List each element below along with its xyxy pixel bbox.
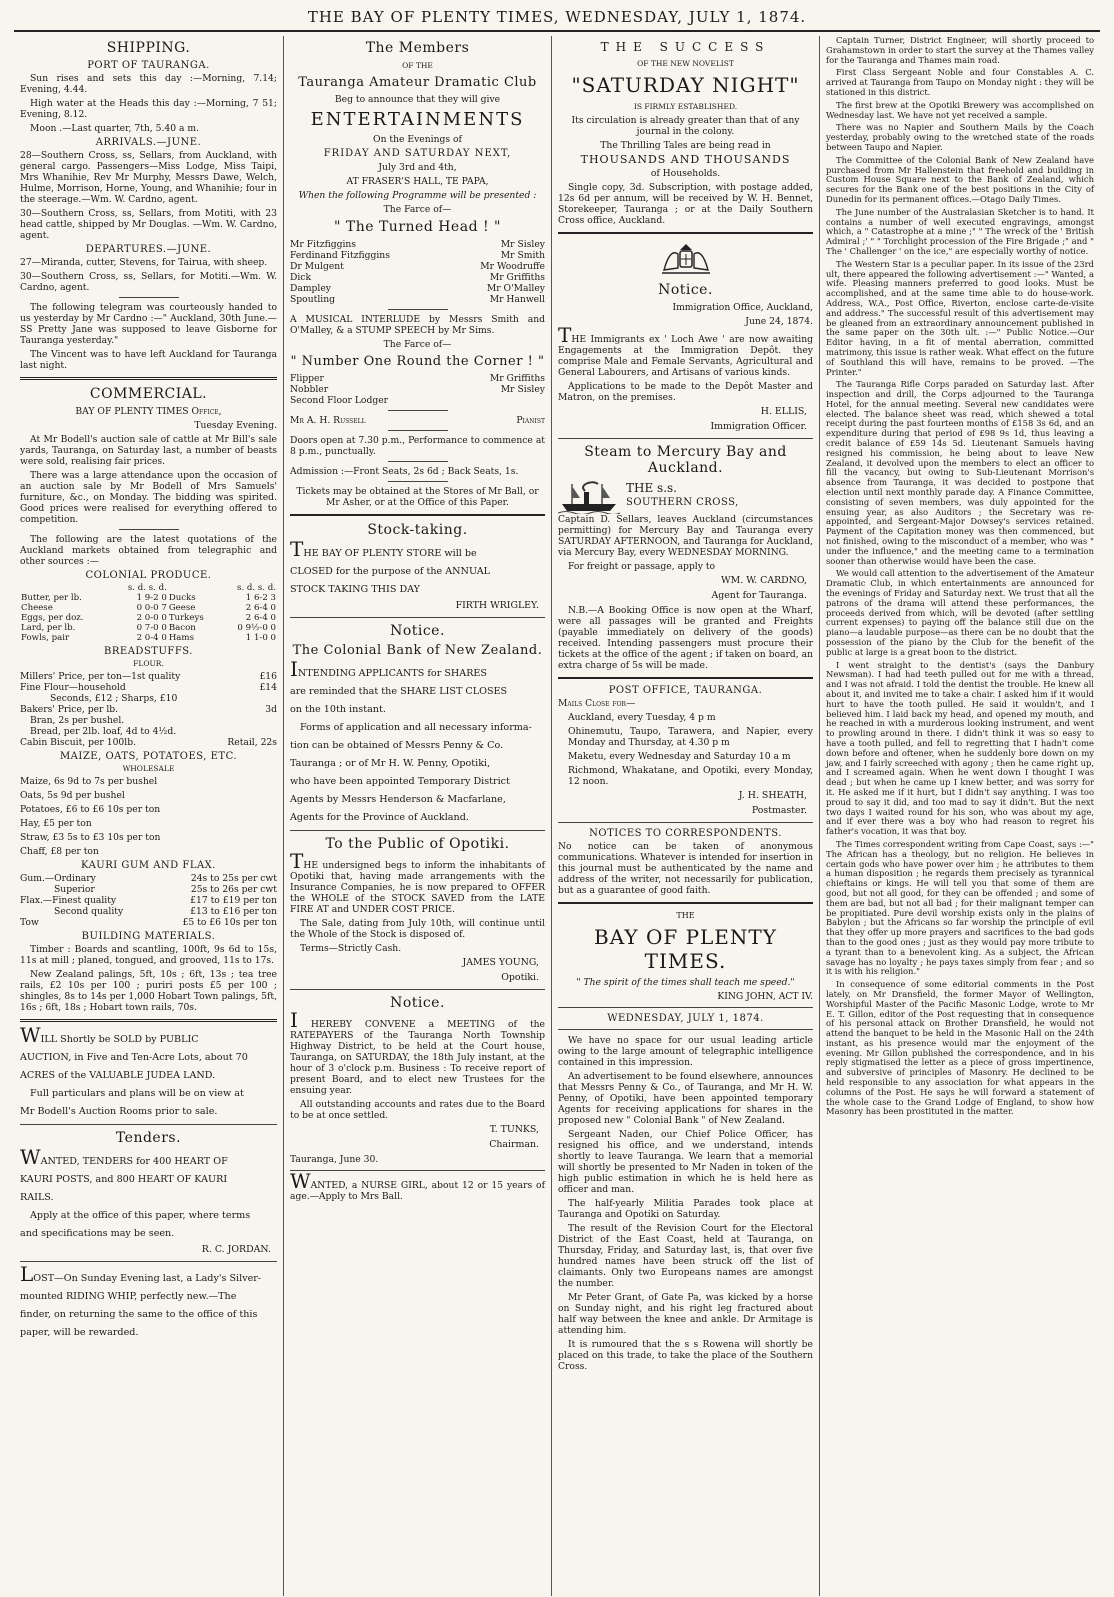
divider xyxy=(558,677,813,679)
farce1-title: " The Turned Head ! " xyxy=(333,219,501,235)
table-cell: 2 6-4 0 xyxy=(245,603,276,613)
meeting-para: I HEREBY CONVENE a MEETING of the RATEPAYERS of the Tauranga North Township Highway District, to be held at the Court house, Tauranga, on SATURDAY, the 18th July instant, at the hour of 3 o'clock p.m. Business : To receive report of present Board, and to elect new Trustees for the ensuing year. xyxy=(290,1008,545,1096)
steam-header xyxy=(558,480,813,514)
cast-list-2 xyxy=(290,373,545,406)
pianist-name: Mr A. H. Russell xyxy=(290,415,366,426)
paper-date: WEDNESDAY, JULY 1, 1874. xyxy=(607,1013,764,1024)
motto-source: KING JOHN, ACT IV. xyxy=(717,991,813,1002)
table-cell: 2 6-4 0 xyxy=(245,613,276,623)
table-cell: Ducks xyxy=(168,593,196,603)
flour-price: Retail, 22s xyxy=(227,737,277,748)
table-cell: 0 0-0 7 xyxy=(136,603,167,613)
steamship-icon xyxy=(558,480,620,514)
ad-line: who have been appointed Temporary District xyxy=(290,776,510,787)
table-cell: 2 0-0 0 xyxy=(136,613,167,623)
ad-line: Apply at the office of this paper, where terms xyxy=(30,1210,251,1221)
maize-title: MAIZE, OATS, POTATOES, ETC. xyxy=(59,751,238,762)
land-sale-ad xyxy=(20,1023,277,1119)
royal-crest-icon xyxy=(656,240,716,278)
cast-role: Spoutling xyxy=(290,294,335,305)
meeting-signature: T. TUNKS, xyxy=(489,1124,539,1135)
table-cell: Fowls, pair xyxy=(21,633,70,643)
ad-line: THE BAY OF PLENTY STORE will be xyxy=(290,537,477,561)
divider xyxy=(388,410,448,411)
cast-row xyxy=(290,283,545,294)
steam-signature-role: Agent for Tauranga. xyxy=(711,590,807,601)
breadstuffs-title: BREADSTUFFS. xyxy=(104,646,193,657)
ad-line: AUCTION, in Five and Ten-Acre Lots, about 70 xyxy=(20,1052,248,1063)
ad-line: LOST—On Sunday Evening last, a Lady's Silver- xyxy=(20,1262,262,1286)
colonial-table xyxy=(20,583,277,643)
port-title: PORT OF TAURANGA. xyxy=(87,60,210,71)
editorial-para: It is rumoured that the s s Rowena will shortly be placed on this trade, to take the place of the Southern Cross. xyxy=(558,1339,813,1372)
stock-signature: FIRTH WRIGLEY. xyxy=(455,600,539,611)
ad-line: Full particulars and plans will be on view at xyxy=(30,1088,244,1099)
programme-text: When the following Programme will be presented : xyxy=(298,190,537,201)
households-text: of Households. xyxy=(650,168,721,179)
immigration-date: June 24, 1874. xyxy=(745,316,813,327)
news-para: The Committee of the Colonial Bank of New Zealand have purchased from Mr Hallenstein that freehold and building in Custom House Square next to the Bank of Zealand, which secures for the Bank one of the best positions in the City of Dunedin for its permanent offices.—Otago Daily Times. xyxy=(826,154,1094,204)
editorial-para: Mr Peter Grant, of Gate Pa, was kicked by a horse on Sunday night, and his right leg fractured about half way between the knee and ankle. Dr Armitage is attending him. xyxy=(558,1292,813,1336)
building-title: BUILDING MATERIALS. xyxy=(81,931,216,942)
kauri-price: £5 to £6 10s per ton xyxy=(182,917,277,928)
building-para: Timber : Boards and scantling, 100ft, 9s 6d to 15s, 11s at mill ; planed, tongued, and grooved, 11s to 17s. xyxy=(20,944,277,966)
divider xyxy=(290,830,545,831)
opotiki-para: Terms—Strictly Cash. xyxy=(300,943,402,954)
paper-motto: " The spirit of the times shall teach me speed." xyxy=(576,977,795,988)
correspondents-title: NOTICES TO CORRESPONDENTS. xyxy=(589,828,782,839)
building-para: New Zealand palings, 5ft, 10s ; 6ft, 13s ; tea tree rails, £2 10s per 100 ; puriri posts £5 per 100 ; shingles, 8s to 14s per 1,000 Hobart Town palings, 5ft, 16s ; 6ft, 18s ; Hobart town rails, 70s. xyxy=(20,969,277,1013)
table-cell: 1 6-2 3 xyxy=(245,593,276,603)
table-cell xyxy=(168,583,220,593)
cast-row xyxy=(290,384,545,395)
table-cell: Cheese xyxy=(21,603,53,613)
divider xyxy=(119,297,179,298)
flour-price: £16 xyxy=(259,671,277,682)
kauri-line xyxy=(20,906,277,917)
kauri-line xyxy=(20,895,277,906)
thousands-text: THOUSANDS AND THOUSANDS xyxy=(580,153,791,166)
cast-actor: Mr Sisley xyxy=(500,239,545,250)
cast-role: Dampley xyxy=(290,283,332,294)
divider xyxy=(388,481,448,482)
table-cell: 0 9½-0 0 xyxy=(237,623,276,633)
notice1-title: Notice. xyxy=(390,623,445,639)
table-cell: Bacon xyxy=(168,623,196,633)
kauri-line xyxy=(20,917,277,928)
commercial-office: BAY OF PLENTY TIMES Office, xyxy=(75,406,222,417)
divider xyxy=(388,309,448,310)
commercial-para: There was a large attendance upon the occasion of an auction sale by Mr Bodell of Mrs Samuels' furniture, &c., on Monday. The bidding was spirited. Good prices were realised for everything offered to competition. xyxy=(20,470,277,525)
divider xyxy=(20,1261,277,1262)
of-the-label: OF THE xyxy=(402,61,433,70)
meeting-signature-role: Chairman. xyxy=(489,1139,539,1150)
flour-line xyxy=(20,715,277,726)
flour-item: Bakers' Price, per lb. xyxy=(20,704,119,715)
editorial-para: Sergeant Naden, our Chief Police Officer, has resigned his office, and we understand, intends shortly to leave Tauranga. We learn that a memorial will shortly be presented to Mr Naden in token of the high public estimation in which he is held here as officer and man. xyxy=(558,1129,813,1195)
cast-actor: Mr Griffiths xyxy=(489,373,545,384)
news-para: Captain Turner, District Engineer, will shortly proceed to Grahamstown in order to start the survey at the Thames valley for the Tauranga and Thames main road. xyxy=(826,36,1094,65)
arrivals-title: ARRIVALS.—JUNE. xyxy=(95,137,202,148)
commercial-para: The following are the latest quotations of the Auckland markets obtained from telegraphic and other sources :— xyxy=(20,534,277,567)
column-4 xyxy=(820,36,1100,1596)
ad-line: Forms of application and all necessary informa- xyxy=(300,722,532,733)
ad-line: paper, will be rewarded. xyxy=(20,1327,139,1338)
venue-text: AT FRASER'S HALL, TE PAPA, xyxy=(346,176,489,187)
table-cell: Butter, per lb. xyxy=(21,593,82,603)
mails-close: Mails Close for— xyxy=(558,698,636,709)
flour-price: 3d xyxy=(265,704,277,715)
ad-line: ACRES of the VALUABLE JUDEA LAND. xyxy=(20,1070,216,1081)
table-cell: Eggs, per doz. xyxy=(21,613,84,623)
cast-actor: Mr Smith xyxy=(500,250,545,261)
immigration-signature-role: Immigration Officer. xyxy=(710,421,807,432)
kauri-item: Superior xyxy=(54,884,95,895)
flour-item: Seconds, £12 ; Sharps, £10 xyxy=(50,693,178,704)
table-row xyxy=(20,613,277,623)
kauri-price: 24s to 25s per cwt xyxy=(190,873,277,884)
maize-line: Straw, £3 5s to £3 10s per ton xyxy=(20,832,161,843)
divider xyxy=(290,514,545,516)
cast-row xyxy=(290,239,545,250)
opotiki-para: THE undersigned begs to inform the inhabitants of Opotiki that, having made arrangements with the Insurance Companies, he is now prepared to OFFER the WHOLE of the STOCK SAVED from the LATE FIRE AT and UNDER COST PRICE. xyxy=(290,849,545,915)
divider xyxy=(388,430,448,431)
ad-line: RAILS. xyxy=(20,1192,54,1203)
editorial-para: We have no space for our usual leading article owing to the large amount of telegraphic intelligence contained in this impression. xyxy=(558,1035,813,1068)
ad-line: finder, on returning the same to the office of this xyxy=(20,1309,258,1320)
vincent-text: The Vincent was to have left Auckland for Tauranga last night. xyxy=(20,349,277,371)
post-signature-role: Postmaster. xyxy=(751,805,807,816)
commercial-para: At Mr Bodell's auction sale of cattle at Mr Bill's sale yards, Tauranga, on Saturday last, a number of beasts were sold, realising fair prices. xyxy=(20,434,277,467)
tide-list xyxy=(20,73,277,134)
flour-item: Bran, 2s per bushel. xyxy=(30,715,125,726)
saturday-night-title: "SATURDAY NIGHT" xyxy=(571,73,800,97)
flour-item: Cabin Biscuit, per 100lb. xyxy=(20,737,137,748)
pianist-role: Pianist xyxy=(516,415,545,426)
tide-line: High water at the Heads this day :—Morning, 7 51; Evening, 8.12. xyxy=(20,98,277,120)
divider xyxy=(558,1029,813,1030)
divider xyxy=(20,1019,277,1022)
cast-actor: Mr Griffiths xyxy=(489,272,545,283)
table-cell: 2 0-4 0 xyxy=(136,633,167,643)
divider xyxy=(119,529,179,530)
farce2-title: " Number One Round the Corner ! " xyxy=(290,354,545,369)
doors-text: Doors open at 7.30 p.m., Performance to commence at 8 p.m., punctually. xyxy=(290,435,545,457)
colonial-title: COLONIAL PRODUCE. xyxy=(85,570,212,581)
notice2-title: Notice. xyxy=(390,995,445,1011)
editorial-para: An advertisement to be found elsewhere, announces that Messrs Penny & Co., of Tauranga, and Mr H. W. Penny, of Opotiki, have been appointed temporary Agents for receiving applications for shares in the proposed new " Colonial Bank " of New Zealand. xyxy=(558,1071,813,1126)
cast-role: Second Floor Lodger xyxy=(290,395,389,406)
news-para: The Times correspondent writing from Cape Coast, says :—" The African has a theology, but no religion. He believes in certain gods who have power over him ; he attributes to them a human disposition ; he regards them precisely as tyrannical chieftains or kings. He will tell you that some of them are good, but not all good, for they can be offended ; and some of them are bad, but not all bad ; for their malignant temper can be propitiated. Pure devil worship exists only in the plains of Babylon ; but the Africans so far worship the principle of evil that they offer up more prayers and sacrifices to the bad gods than to the good ones ; just as they would pay more tribute to a tyrant than to a benevolent king. As a subject, the African savage has no loyalty ; he pays taxes simply from fear ; and so it is with his religion." xyxy=(826,838,1094,977)
shipping-title: SHIPPING. xyxy=(106,40,191,56)
flour-item: Bread, per 2lb. loaf, 4d to 4½d. xyxy=(30,726,177,737)
opotiki-para: The Sale, dating from July 10th, will continue until the Whole of the Stock is disposed of. xyxy=(290,918,545,940)
divider xyxy=(558,438,813,439)
immigration-body: THE Immigrants ex ' Loch Awe ' are now awaiting Engagements at the Immigration Depôt. they comprise Male and Female Servants, Agricultural and General Labourers, and Artisans of various kinds. xyxy=(558,323,813,378)
divider xyxy=(290,989,545,990)
news-para: The Tauranga Rifle Corps paraded on Saturday last. After inspection and drill, the Corps adjourned to the Tauranga Hotel, for the annual meeting. Several new candidates were elected. The balance sheet was read, which shewed a total receipt during the past fourteen months of £158 3s 6d, and an expenditure during that period of £98 9s 1d, thus leaving a credit balance of £59 14s 5d. Lieutenant Samuels having resigned his commission, he being about to leave New Zealand, it devolved upon the members to elect an officer to fill the vacancy, but owing to Sub-Lieutenant Morrison's absence from Tauranga, it was decided to postpone that election until next monthly parade day. A Finance Committee, consisting of seven members, was duly appointed for the ensuing year, as also Auditors ; the Secretary was re-appointed, and Sergeant-Major Dowsey's services retained. Payment of the Capitation money was then commenced, but not finished, owing to the misconduct of a member, who was " under the influence," and the meeting came to a termination sooner than otherwise would have been the case. xyxy=(826,379,1094,566)
divider xyxy=(20,1124,277,1125)
ad-line: WANTED, TENDERS for 400 HEART OF xyxy=(20,1145,228,1169)
news-para: We would call attention to the advertisement of the Amateur Dramatic Club, in which entertainments are announced for the evenings of Friday and Saturday next. We trust that all the patrons of the drama will attend these performances, the proceeds derived from which, will be devoted (after settling current expenses) to paying off the balance still due on the piano—a laudable purpose—as there can be no doubt that the possession of the piano by the Club for the benefit of the public at large is a great boon to the district. xyxy=(826,568,1094,657)
cast-role: Ferdinand Fitzfiggins xyxy=(290,250,390,261)
divider xyxy=(558,822,813,823)
stock-ad xyxy=(290,537,545,612)
interlude-text: A MUSICAL INTERLUDE by Messrs Smith and O'Malley, & a STUMP SPEECH by Mr Sims. xyxy=(290,314,545,336)
table-cell: s. d. s. d. xyxy=(127,583,167,593)
immigration-signature: H. ELLIS, xyxy=(760,406,807,417)
ad-line: STOCK TAKING THIS DAY xyxy=(290,584,421,595)
ad-line: KAURI POSTS, and 800 HEART OF KAURI xyxy=(20,1174,228,1185)
flour-item: Millers' Price, per ton—1st quality xyxy=(20,671,181,682)
tenders-signature: R. C. JORDAN. xyxy=(201,1244,271,1255)
flour-line xyxy=(20,726,277,737)
divider xyxy=(290,617,545,618)
lost-ad xyxy=(20,1262,277,1340)
admission-text: Admission :—Front Seats, 2s 6d ; Back Seats, 1s. xyxy=(290,466,519,477)
cast-row xyxy=(290,395,545,406)
ad-line: CLOSED for the purpose of the ANNUAL xyxy=(290,566,491,577)
maize-line: Oats, 5s 9d per bushel xyxy=(20,790,125,801)
departure-item: 27—Miranda, cutter, Stevens, for Tairua, with sheep. xyxy=(20,257,268,268)
announce-text: Beg to announce that they will give xyxy=(334,94,501,105)
cast-row xyxy=(290,250,545,261)
days-text: FRIDAY AND SATURDAY NEXT, xyxy=(323,148,512,159)
departure-item: 30—Southern Cross, ss, Sellars, for Motiti.—Wm. W. Cardno, agent. xyxy=(20,271,277,293)
ad-line: on the 10th instant. xyxy=(290,704,386,715)
news-para: There was no Napier and Southern Mails by the Coach yesterday, probably owing to the wretched state of the roads between Taupo and Napier. xyxy=(826,122,1094,152)
thrilling-text: The Thrilling Tales are being read in xyxy=(600,140,771,151)
table-cell: s. d. s. d. xyxy=(237,583,276,593)
ad-line: Tauranga ; or of Mr H. W. Penny, Opotiki, xyxy=(290,758,491,769)
ad-line: mounted RIDING WHIP, perfectly new.—The xyxy=(20,1291,237,1302)
steam-ship: SOUTHERN CROSS, xyxy=(626,497,739,508)
departures-title: DEPARTURES.—JUNE. xyxy=(85,244,212,255)
cast-role: Flipper xyxy=(290,373,324,384)
novelist-label: OF THE NEW NOVELIST xyxy=(637,59,734,68)
news-para: The first brew at the Opotiki Brewery was accomplished on Wednesday last. We have not yet received a sample. xyxy=(826,99,1094,120)
steam-signature: WM. W. CARDNO, xyxy=(721,575,807,586)
cast-actor: Mr Hanwell xyxy=(489,294,545,305)
arrival-item: 30—Southern Cross, ss, Sellars, from Motiti, with 23 head cattle, shipped by Mr Douglas. —Wm. W. Cardno, agent. xyxy=(20,208,277,241)
flour-line xyxy=(20,704,277,715)
ad-line: tion can be obtained of Messrs Penny & Co. xyxy=(290,740,504,751)
divider xyxy=(388,461,448,462)
divider xyxy=(20,377,277,380)
kauri-item: Flax.—Finest quality xyxy=(20,895,117,906)
news-para: The Western Star is a peculiar paper. In its issue of the 23rd ult, there appeared the following advertisement :—" Wanted, a wife. Pleasing manners preferred to good looks. Must be accomplished, and at the same time able to do house-work. Address, W.A., Post Office, Riverton, enclose carte-de-visite and address." The successful result of this advertisement may be gleaned from an extraordinary announcement published in the same paper on the 30th ult. :—" Public Notice.—Our Editor having, in a fit of mental aberration, committed matrimony, this issue is rather weak. What effect on the future of Southland this will have, remains to be proved. —The Printer." xyxy=(826,258,1094,377)
opotiki-signature: JAMES YOUNG, xyxy=(462,957,539,968)
cast-role: Dr Mulgent xyxy=(290,261,344,272)
editorial-para: The half-yearly Militia Parades took place at Tauranga and Opotiki on Saturday. xyxy=(558,1198,813,1220)
cast-actor: Mr O'Malley xyxy=(486,283,545,294)
steam-the: THE s.s. xyxy=(626,481,677,495)
flour-price: £14 xyxy=(259,682,277,693)
tenders-title: Tenders. xyxy=(115,1130,182,1146)
steam-title: Steam to Mercury Bay and Auckland. xyxy=(584,444,787,476)
cast-actor: Mr Sisley xyxy=(500,384,545,395)
table-row xyxy=(20,583,277,593)
opotiki-signature-place: Opotiki. xyxy=(501,972,539,983)
success-title: THE SUCCESS xyxy=(600,40,771,54)
tenders-ad xyxy=(20,1145,277,1256)
club-name: Tauranga Amateur Dramatic Club xyxy=(298,75,537,90)
pianist-row xyxy=(290,415,545,426)
flour-line xyxy=(20,693,277,704)
cast-role: Dick xyxy=(290,272,312,283)
news-para: The June number of the Australasian Sketcher is to hand. It contains a number of well executed engravings, amongst which, a " Catastrophe at a mine ;" " The wreck of the ' British Admiral ;' " " Torchlight procession of the Fire Brigade ;" and " The ' Challenger ' on the ice," are especially worthy of notice. xyxy=(826,206,1094,256)
kauri-price: £13 to £16 per ton xyxy=(190,906,277,917)
table-cell: 1 1-0 0 xyxy=(245,633,276,643)
ad-line: WILL Shortly be SOLD by PUBLIC xyxy=(20,1023,199,1047)
maize-line: Hay, £5 per ton xyxy=(20,818,92,829)
commercial-date: Tuesday Evening. xyxy=(194,420,277,431)
commercial-title: COMMERCIAL. xyxy=(89,386,208,402)
cast-row xyxy=(290,261,545,272)
single-copy-text: Single copy, 3d. Subscription, with postage added, 12s 6d per annum, will be received by W. H. Bennet, Storekeeper, Tauranga ; or at the Daily Southern Cross office, Auckland. xyxy=(558,182,813,226)
table-cell: Lard, per lb. xyxy=(21,623,76,633)
cast-list-1 xyxy=(290,239,545,305)
table-cell: Hams xyxy=(168,633,194,643)
table-cell: Turkeys xyxy=(168,613,204,623)
ad-line: Agents for the Province of Auckland. xyxy=(290,812,469,823)
steam-nb: N.B.—A Booking Office is now open at the Wharf, were all passages will be granted and Freights (payable immediately on delivery of the goods) received. Intending passengers must procure their tickets at the office of the agent ; if taken on board, an extra charge of 5s will be made. xyxy=(558,605,813,671)
kauri-line xyxy=(20,884,277,895)
kauri-item: Gum.—Ordinary xyxy=(20,873,96,884)
cast-role: Nobbler xyxy=(290,384,329,395)
cast-row xyxy=(290,294,545,305)
maize-line: Chaff, £8 per ton xyxy=(20,846,99,857)
mail-item: Richmond, Whakatane, and Opotiki, every Monday, 12 noon. xyxy=(568,765,813,787)
mail-item: Auckland, every Tuesday, 4 p m xyxy=(568,712,716,723)
meeting-date: Tauranga, June 30. xyxy=(290,1154,379,1165)
flour-line xyxy=(20,671,277,682)
cast-row xyxy=(290,373,545,384)
arrival-item: 28—Southern Cross, ss, Sellars, from Auckland, with general cargo. Passengers—Miss Lodge, Miss Taipi, Mrs Whanihie, Rev Mr Murphy, Messrs Dawe, Welch, Hulme, Morrison, Horne, Young, and Whanihie; four in the steerage.—Wm. W. Cardno, agent. xyxy=(20,150,277,205)
steam-ship-name xyxy=(626,483,739,511)
circulation-text: Its circulation is already greater than that of any journal in the colony. xyxy=(571,115,800,137)
steam-body: Captain D. Sellars, leaves Auckland (circumstances permitting) for Mercury Bay and Tauranga every SATURDAY AFTERNOON, and Tauranga for Auckland, via Mercury Bay, every WEDNESDAY MORNING. xyxy=(558,514,813,558)
stock-title: Stock-taking. xyxy=(367,522,468,538)
columns xyxy=(14,36,1100,1596)
immigration-apply: Applications to be made to the Depôt Master and Matron, on the premises. xyxy=(558,381,813,403)
maize-line: Maize, 6s 9d to 7s per bushel xyxy=(20,776,158,787)
evenings-text: On the Evenings of xyxy=(373,134,462,145)
table-row xyxy=(20,593,277,603)
steam-freight: For freight or passage, apply to xyxy=(568,561,716,572)
table-cell xyxy=(20,583,110,593)
table-row xyxy=(20,633,277,643)
table-cell: Geese xyxy=(168,603,196,613)
tickets-text: Tickets may be obtained at the Stores of Mr Ball, or Mr Asher, or at the Office of this Paper. xyxy=(296,486,539,508)
masthead: THE BAY OF PLENTY TIMES, WEDNESDAY, JULY 1, 1874. xyxy=(14,8,1100,32)
cast-actor: Mr Woodruffe xyxy=(480,261,545,272)
table-cell: 1 9-2 0 xyxy=(136,593,167,603)
cast-role: Mr Fitzfiggins xyxy=(290,239,357,250)
tide-line: Sun rises and sets this day :—Morning, 7.14; Evening, 4.44. xyxy=(20,73,277,95)
news-para: First Class Sergeant Noble and four Constables A. C. arrived at Tauranga from Taupo on Monday night : they will be stationed in this district. xyxy=(826,67,1094,97)
news-para: I went straight to the dentist's (says the Danbury Newsman). I had had teeth pulled out for me with a thread, and I was not afraid. I told the dentist the trouble. He knew all about it, and invited me to take a chair. I asked him if it would hurt to have the tooth pulled. He said it wouldn't, and I believed him. I laid back my head, and opened my mouth, and he reached in with a murderous looking instrument, and went to prowling around in there. I didn't think it was so easy to have a tooth pulled, and fell to regretting that I hadn't come down before and oftener, when he suddenly bore down on my jaw, and I fairly screeched with agony ; then he came right up, and I screamed again. When he went down I thought I was dead ; but when he came up I knew better, and was sorry for it. He asked me if it hurt, but I didn't say anything. I was too proud to say it did, and too mad to say it didn't. But the next two days I waited round for his son, who was about my age, and if ever there was a boy who had reason to regret his father's vocation, it was that boy. xyxy=(826,659,1094,837)
editorial-para: The result of the Revision Court for the Electoral District of the East Coast, held at Tauranga, on Thursday, Friday, and Saturday last, is, that over five hundred names have been struck off the list of claimants. Only two Europeans names are amongst the number. xyxy=(558,1223,813,1289)
tide-line: Moon .—Last quarter, 7th, 5.40 a m. xyxy=(30,123,200,134)
opotiki-title: To the Public of Opotiki. xyxy=(325,836,510,852)
kauri-item: Second quality xyxy=(54,906,124,917)
post-office-title: POST OFFICE, TAURANGA. xyxy=(608,685,763,696)
flour-line xyxy=(20,737,277,748)
members-title: The Members xyxy=(365,40,470,56)
kauri-line xyxy=(20,873,277,884)
farce-label: The Farce of— xyxy=(383,339,452,350)
bank-ad xyxy=(290,657,545,825)
column-2 xyxy=(284,36,552,1596)
immigration-office: Immigration Office, Auckland, xyxy=(672,302,813,313)
table-cell: 0 7-0 0 xyxy=(136,623,167,633)
mail-item: Ohinemutu, Taupo, Tarawera, and Napier, every Monday and Thursday, at 4.30 p m xyxy=(568,726,813,748)
flour-line xyxy=(20,682,277,693)
immigration-notice-title: Notice. xyxy=(658,282,713,298)
divider xyxy=(558,902,813,904)
nurse-ad: WANTED, a NURSE GIRL, about 12 or 15 years of age.—Apply to Mrs Ball. xyxy=(290,1169,545,1202)
table-row xyxy=(20,603,277,613)
firmly-label: IS FIRMLY ESTABLISHED. xyxy=(633,102,738,111)
farce-label: The Farce of— xyxy=(383,204,452,215)
post-signature: J. H. SHEATH, xyxy=(738,790,807,801)
ad-line: INTENDING APPLICANTS for SHARES xyxy=(290,657,487,681)
cast-row xyxy=(290,272,545,283)
wholesale-title: WHOLESALE xyxy=(122,764,175,773)
column-3 xyxy=(552,36,820,1596)
column-1 xyxy=(14,36,284,1596)
bank-title: The Colonial Bank of New Zealand. xyxy=(292,643,543,658)
paper-the: THE xyxy=(676,911,695,920)
maize-line: Potatoes, £6 to £6 10s per ton xyxy=(20,804,161,815)
ad-line: Agents by Messrs Henderson & Macfarlane, xyxy=(290,794,506,805)
news-para: In consequence of some editorial comments in the Post lately, on Mr Dransfield, the former Mayor of Wellington, Worshipful Master of the Pacific Masonic Lodge, wrote to Mr E. T. Gillon, editor of the Post requesting that in consequence of his personal attack on Brother Dransfield, he would not attend the banquet to be held in the Masonic Hall on the 24th instant, as his presence would mar the enjoyment of the evening. Mr Gillon published the correspondence, and in his reply stigmatised the letter as a piece of gross impertinence, and subversive of principles of Masonry. He declined to be held responsible to any association for what appears in the columns of the Post. He says he will forward a statement of the whole case to the Grand Lodge of England, to show how Masonry has been prostituted in the matter. xyxy=(826,979,1094,1117)
kauri-title: KAURI GUM AND FLAX. xyxy=(81,860,216,871)
dates-text: July 3rd and 4th, xyxy=(378,162,457,173)
paper-name: BAY OF PLENTY TIMES. xyxy=(594,925,777,973)
divider xyxy=(558,1007,813,1008)
flour-title: FLOUR. xyxy=(133,659,164,668)
ad-line: are reminded that the SHARE LIST CLOSES xyxy=(290,686,508,697)
table-row xyxy=(20,623,277,633)
ad-line: Mr Bodell's Auction Rooms prior to sale. xyxy=(20,1106,218,1117)
telegram-text: The following telegram was courteously handed to us yesterday by Mr Cardno :—" Auckland, 30th June.—SS Pretty Jane was supposed to leave Gisborne for Tauranga yesterday." xyxy=(20,302,277,346)
correspondents-body: No notice can be taken of anonymous communications. Whatever is intended for insertion in this journal must be authenticated by the name and address of the writer, not necessarily for publication, but as a guarantee of good faith. xyxy=(558,841,813,896)
divider xyxy=(558,232,813,234)
entertainments-title: ENTERTAINMENTS xyxy=(310,109,525,130)
kauri-price: £17 to £19 per ton xyxy=(190,895,277,906)
kauri-item: Tow xyxy=(20,917,39,928)
kauri-price: 25s to 26s per cwt xyxy=(190,884,277,895)
divider xyxy=(290,1170,545,1171)
mail-item: Maketu, every Wednesday and Saturday 10 a m xyxy=(568,751,791,762)
meeting-para: All outstanding accounts and rates due to the Board to be at once settled. xyxy=(290,1099,545,1121)
ad-line: and specifications may be seen. xyxy=(20,1228,175,1239)
flour-item: Fine Flour—household xyxy=(20,682,126,693)
